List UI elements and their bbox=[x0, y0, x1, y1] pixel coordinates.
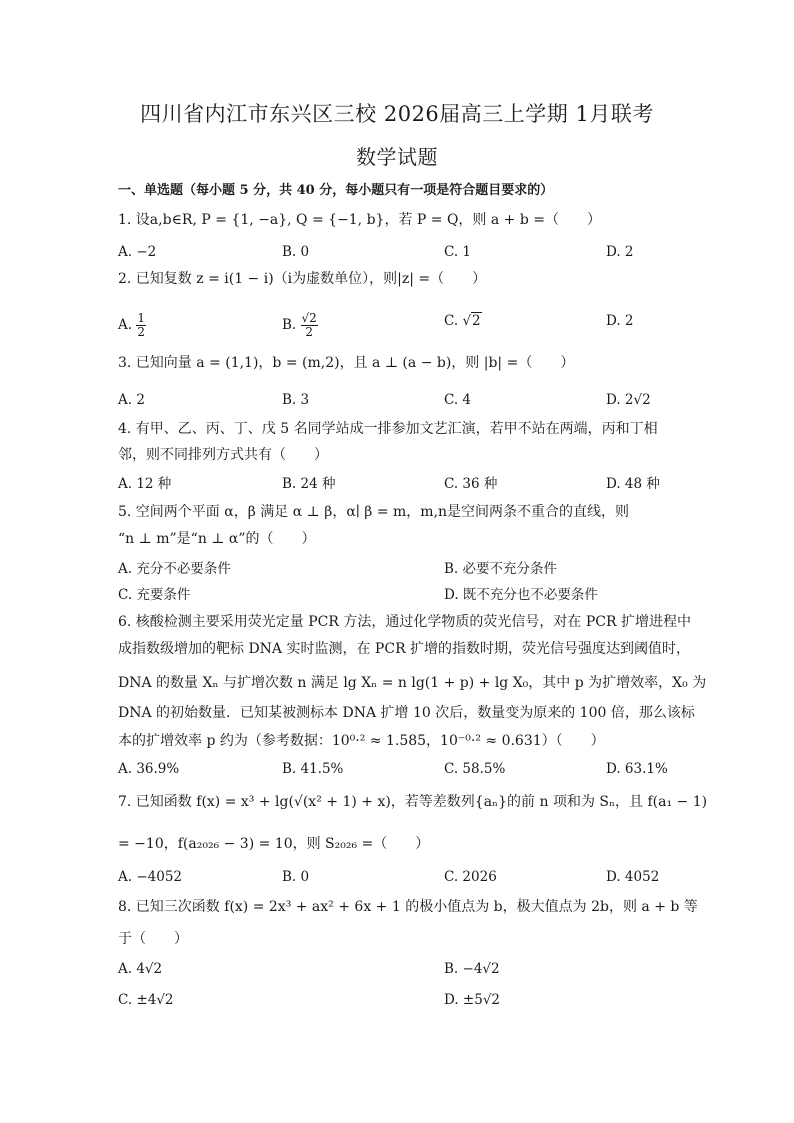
q4-option-c: C. 36 种 bbox=[444, 476, 498, 492]
q6-option-c: C. 58.5% bbox=[444, 761, 506, 777]
q1-option-d: D. 2 bbox=[606, 244, 634, 260]
section-heading: 一、单选题（每小题 5 分，共 40 分，每小题只有一项是符合题目要求的） bbox=[118, 183, 554, 198]
q2-option-d: D. 2 bbox=[606, 313, 634, 329]
question-1-text: 1. 设a,b∈R, P = {1, −a}, Q = {−1, b}，若 P = Q，则 a + b =（ ） bbox=[118, 212, 601, 228]
q1-option-b: B. 0 bbox=[282, 244, 310, 260]
q7-option-b: B. 0 bbox=[282, 869, 310, 885]
q6-option-d: D. 63.1% bbox=[606, 761, 668, 777]
q4-option-d: D. 48 种 bbox=[606, 476, 660, 492]
question-5-line-2: “n ⊥ m”是“n ⊥ α”的（ ） bbox=[118, 531, 316, 547]
question-2-text: 2. 已知复数 z = i(1 − i)（i为虚数单位），则|z| =（ ） bbox=[118, 271, 487, 287]
question-6-line-2: 成指数级增加的靶标 DNA 实时监测，在 PCR 扩增的指数时期，荧光信号强度达到阈值时， bbox=[118, 641, 691, 657]
q5-option-b: B. 必要不充分条件 bbox=[444, 561, 558, 577]
q7-option-a: A. −4052 bbox=[118, 869, 182, 885]
question-3-text: 3. 已知向量 a = (1,1)，b = (m,2)，且 a ⊥ (a − b)，则 |b| =（ ） bbox=[118, 355, 575, 371]
q6-option-b: B. 41.5% bbox=[282, 761, 344, 777]
q2-option-a-fraction: $\frac{1}{2}$ bbox=[137, 311, 145, 339]
q2-option-b: B. $\frac{√2}{2}$ bbox=[282, 311, 317, 339]
question-4-line-2: 邻，则不同排列方式共有（ ） bbox=[118, 447, 328, 463]
q3-option-d: D. 2√2 bbox=[606, 392, 651, 408]
q8-option-c: C. ±4√2 bbox=[118, 992, 174, 1008]
sqrt-symbol: √ bbox=[462, 313, 472, 329]
exam-title: 四川省内江市东兴区三校 2026届高三上学期 1月联考 bbox=[140, 102, 654, 126]
question-8-line-2: 于（ ） bbox=[118, 931, 188, 947]
q4-option-b: B. 24 种 bbox=[282, 476, 336, 492]
q1-option-c: C. 1 bbox=[444, 244, 472, 260]
question-6-line-4: DNA 的初始数量．已知某被测标本 DNA 扩增 10 次后，数量变为原来的 100 倍，那么该标 bbox=[118, 705, 695, 721]
q8-option-d: D. ±5√2 bbox=[444, 992, 501, 1008]
q2-option-a: A. $\frac{1}{2}$ bbox=[118, 311, 145, 339]
q3-option-a: A. 2 bbox=[118, 392, 145, 408]
q2-option-b-fraction: $\frac{√2}{2}$ bbox=[301, 311, 317, 339]
question-7-line-2: = −10，f(a₂₀₂₆ − 3) = 10，则 S₂₀₂₆ =（ ） bbox=[118, 836, 430, 852]
q5-option-d: D. 既不充分也不必要条件 bbox=[444, 587, 598, 603]
q8-option-b: B. −4√2 bbox=[444, 961, 500, 977]
q3-option-b: B. 3 bbox=[282, 392, 310, 408]
exam-subtitle: 数学试题 bbox=[356, 145, 438, 169]
question-8-line-1: 8. 已知三次函数 f(x) = 2x³ + ax² + 6x + 1 的极小值点为 b，极大值点为 2b，则 a + b 等 bbox=[118, 899, 698, 915]
q7-option-c: C. 2026 bbox=[444, 869, 497, 885]
q5-option-a: A. 充分不必要条件 bbox=[118, 561, 231, 577]
q8-option-a: A. 4√2 bbox=[118, 961, 163, 977]
q2-option-c: C. √2 bbox=[444, 313, 481, 329]
q4-option-a: A. 12 种 bbox=[118, 476, 172, 492]
q5-option-c: C. 充要条件 bbox=[118, 587, 191, 603]
question-6-line-1: 6. 核酸检测主要采用荧光定量 PCR 方法，通过化学物质的荧光信号，对在 PCR 扩增进程中 bbox=[118, 614, 691, 630]
question-6-line-3: DNA 的数量 Xₙ 与扩增次数 n 满足 lg Xₙ = n lg(1 + p) + lg X₀，其中 p 为扩增效率，X₀ 为 bbox=[118, 675, 707, 691]
q7-option-d: D. 4052 bbox=[606, 869, 660, 885]
q6-option-a: A. 36.9% bbox=[118, 761, 180, 777]
question-4-line-1: 4. 有甲、乙、丙、丁、戊 5 名同学站成一排参加文艺汇演，若甲不站在两端，丙和丁相 bbox=[118, 421, 658, 437]
question-7-line-1: 7. 已知函数 f(x) = x³ + lg(√(x² + 1) + x)，若等差数列{aₙ}的前 n 项和为 Sₙ，且 f(a₁ − 1) bbox=[118, 794, 708, 810]
question-6-line-5: 本的扩增效率 p 约为（参考数据：10⁰·² ≈ 1.585，10⁻⁰·² ≈ 0.631）（ ） bbox=[118, 733, 605, 749]
question-5-line-1: 5. 空间两个平面 α，β 满足 α ⊥ β，α∣ β = m，m,n是空间两条不重合的直线，则 bbox=[118, 504, 630, 520]
q1-option-a: A. −2 bbox=[118, 244, 157, 260]
q3-option-c: C. 4 bbox=[444, 392, 472, 408]
